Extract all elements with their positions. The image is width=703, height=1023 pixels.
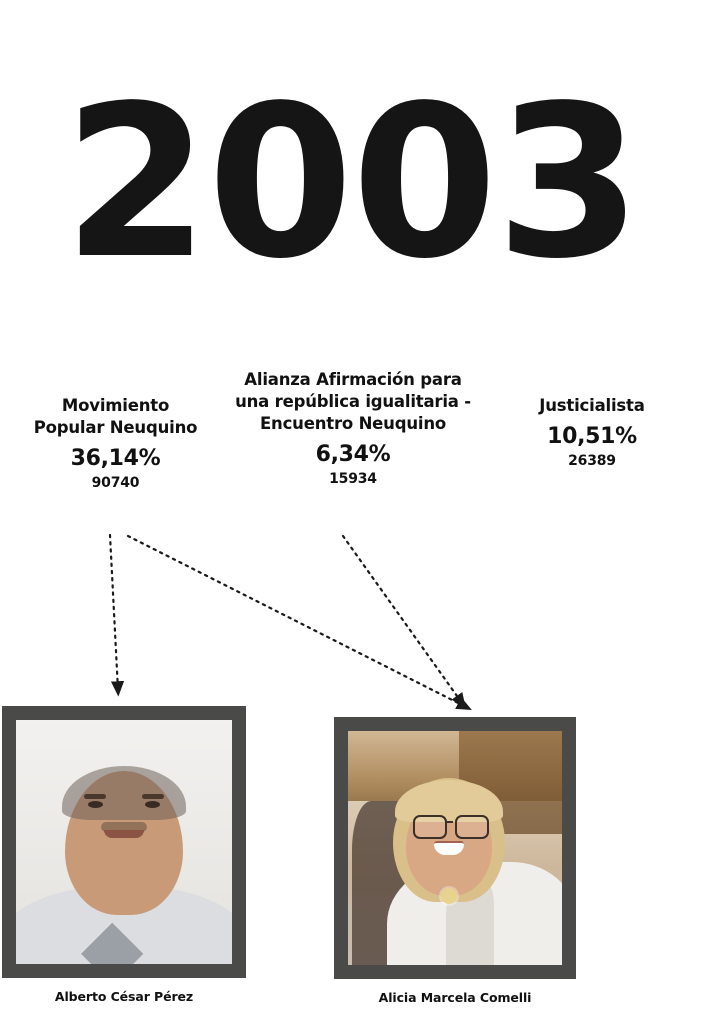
arrow-alianza-to-comelli	[343, 536, 462, 703]
party-name-line1: Alianza Afirmación para	[244, 370, 462, 389]
party-results	[0, 362, 703, 527]
party-name-line1: Movimiento	[61, 396, 170, 415]
photo-card-alberto-cesar-perez	[2, 706, 246, 1004]
party-name	[8, 395, 223, 439]
party-name-line2: Popular Neuquino	[33, 418, 198, 437]
party-votes: 15934	[329, 471, 377, 487]
party-percentage: 36,14%	[70, 446, 161, 471]
party-name-line1: Justicialista	[539, 396, 645, 415]
party-percentage: 6,34%	[315, 442, 391, 467]
portrait-image-man	[16, 720, 232, 964]
page-title: 2003	[63, 60, 640, 305]
party-result-alianza-afirmacion	[228, 369, 478, 488]
photo-caption: Alicia Marcela Comelli	[378, 990, 532, 1005]
party-name	[228, 369, 478, 435]
photo-frame	[2, 706, 246, 978]
party-name	[492, 395, 692, 417]
portrait-image-woman	[348, 731, 562, 965]
party-votes: 90740	[91, 475, 140, 491]
photo-caption: Alberto César Pérez	[54, 989, 194, 1004]
party-votes: 26389	[568, 453, 616, 469]
party-percentage: 10,51%	[547, 424, 637, 449]
party-result-justicialista	[492, 395, 692, 470]
photo-card-alicia-marcela-comelli	[334, 717, 576, 1005]
party-name-line3: Encuentro Neuquino	[259, 414, 447, 433]
arrow-justicialista-to-comelli	[128, 536, 466, 707]
party-result-movimiento-popular-neuquino	[8, 395, 223, 492]
photo-frame	[334, 717, 576, 979]
arrow-mpn-to-perez	[110, 535, 118, 690]
party-name-line2: una república igualitaria -	[235, 392, 471, 411]
